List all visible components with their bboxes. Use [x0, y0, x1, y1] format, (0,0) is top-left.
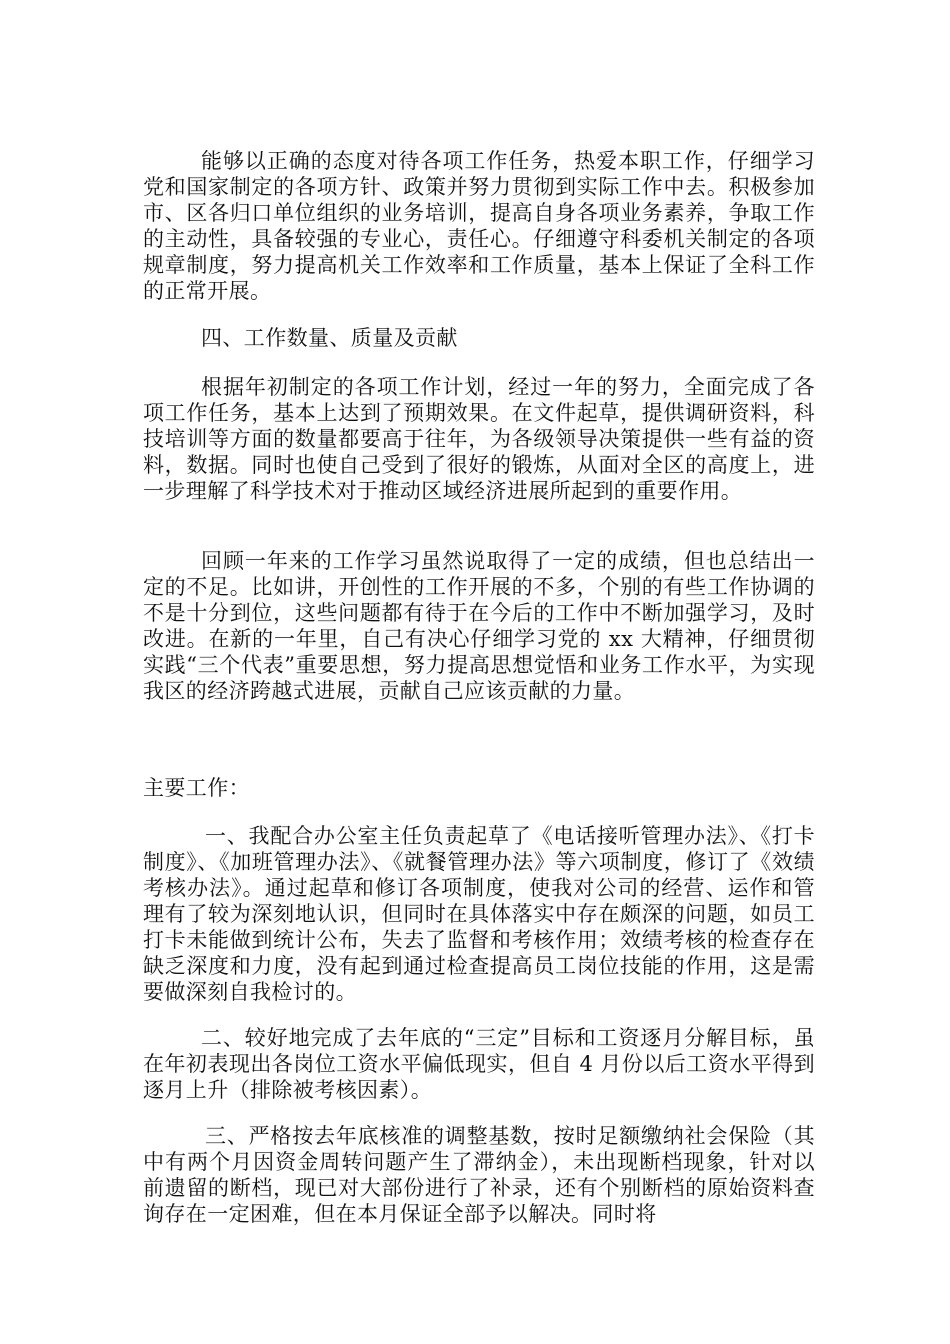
paragraph-work-plan: 根据年初制定的各项工作计划，经过一年的努力，全面完成了各项工作任务，基本上达到了预期效果。在文件起草，提供调研资料，科技培训等方面的数量都要高于往年，为各级领导决策提供一些有益的资料，数据。同时也使自己受到了很好的锻炼，从面对全区的高度上，进一步理解了科学技术对于推动区域经济进展所起到的重要作用。 [143, 375, 815, 503]
paragraph-work-attitude: 能够以正确的态度对待各项工作任务，热爱本职工作，仔细学习党和国家制定的各项方针、政策并努力贯彻到实际工作中去。积极参加市、区各归口单位组织的业务培训，提高自身各项业务素养，争取工作的主动性，具备较强的专业心，责任心。仔细遵守科委机关制定的各项规章制度，努力提高机关工作效率和工作质量，基本上保证了全科工作的正常开展。 [143, 149, 815, 303]
work-item-3: 三、严格按去年底核准的调整基数，按时足额缴纳社会保险（其中有两个月因资金周转问题产生了滞纳金），未出现断档现象，针对以前遗留的断档，现已对大部份进行了补录，还有个别断档的原始资料查询存在一定困难，但在本月保证全部予以解决。同时将 [143, 1124, 815, 1226]
work-item-2: 二、较好地完成了去年底的“三定”目标和工资逐月分解目标，虽在年初表现出各岗位工资水平偏低现实，但自 4 月份以后工资水平得到逐月上升（排除被考核因素）。 [143, 1026, 815, 1102]
section-heading-work-quantity: 四、工作数量、质量及贡献 [201, 326, 458, 350]
work-item-1: 一、我配合办公室主任负责起草了《电话接听管理办法》、《打卡制度》、《加班管理办法》、《就餐管理办法》等六项制度，修订了《效绩考核办法》。通过起草和修订各项制度，使我对公司的经营、运作和管理有了较为深刻地认识，但同时在具体落实中存在颇深的问题，如员工打卡未能做到统计公布，失去了监督和考核作用；效绩考核的检查存在缺乏深度和力度，没有起到通过检查提高员工岗位技能的作用，这是需要做深刻自我检讨的。 [143, 824, 815, 1004]
paragraph-review: 回顾一年来的工作学习虽然说取得了一定的成绩，但也总结出一定的不足。比如讲，开创性的工作开展的不多，个别的有些工作协调的不是十分到位，这些问题都有待于在今后的工作中不断加强学习，及时改进。在新的一年里，自己有决心仔细学习党的 xx 大精神，仔细贯彻实践“三个代表”重要思想，努力提高思想觉悟和业务工作水平，为实现我区的经济跨越式进展，贡献自己应该贡献的力量。 [143, 549, 815, 703]
main-work-label: 主要工作： [143, 776, 250, 800]
